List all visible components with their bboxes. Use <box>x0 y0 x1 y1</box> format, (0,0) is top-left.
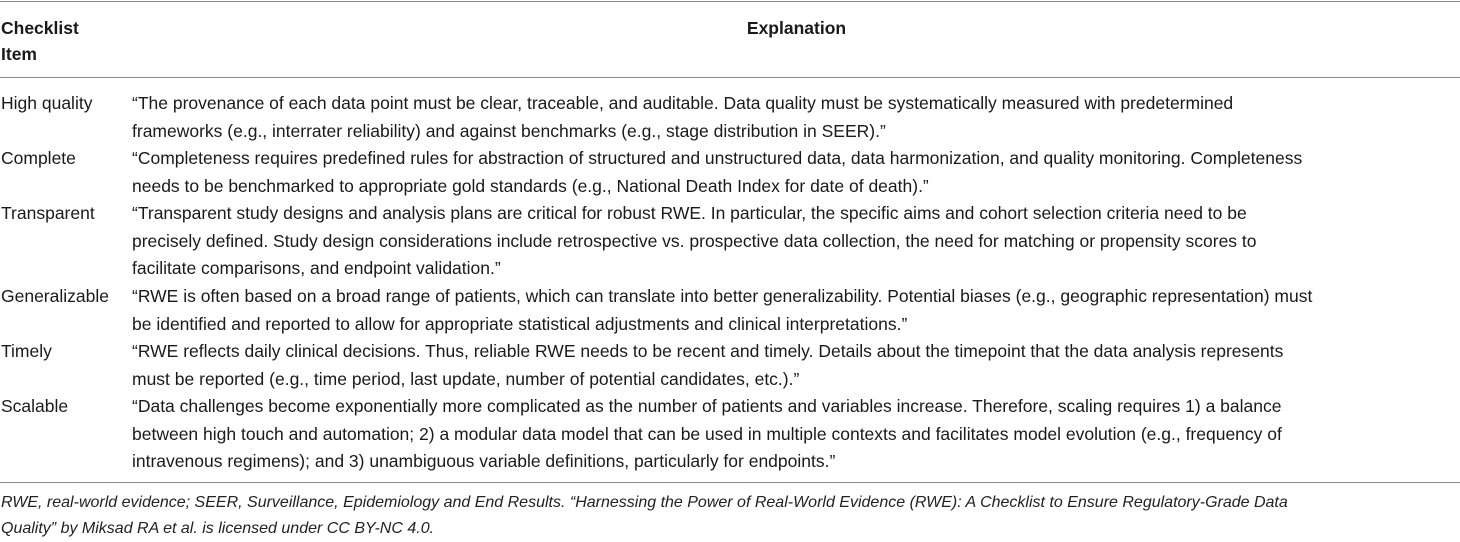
table-bottom-rule <box>0 482 1460 483</box>
checklist-item: Timely <box>1 341 52 361</box>
checklist-item: Generalizable <box>1 286 109 306</box>
explanation-line: “Transparent study designs and analysis plans are critical for robust RWE. In particular, the specific aims and cohort selection criteria need to be <box>132 203 1247 223</box>
checklist-item: Transparent <box>1 203 95 223</box>
explanation-cell <box>132 393 1458 476</box>
explanation-cell <box>132 338 1458 393</box>
explanation-line: “RWE is often based on a broad range of patients, which can translate into better generalizability. Potential biases (e.g., geographic representation) must <box>132 286 1313 306</box>
explanation-cell <box>132 90 1458 145</box>
explanation-line: “Completeness requires predefined rules for abstraction of structured and unstructured data, data harmonization, and quality monitoring. Completeness <box>132 148 1303 168</box>
table-footnote <box>1 490 1457 542</box>
explanation-line: precisely defined. Study design considerations include retrospective vs. prospective data collection, the need for matching or propensity scores to <box>132 230 1257 251</box>
explanation-cell <box>132 200 1458 283</box>
explanation-line: between high touch and automation; 2) a modular data model that can be used in multiple contexts and facilitates model evolution (e.g., frequency of <box>132 423 1282 444</box>
checklist-item: High quality <box>1 93 93 113</box>
column-header-line: Checklist <box>1 18 79 38</box>
checklist-item: Scalable <box>1 396 69 416</box>
explanation-line: facilitate comparisons, and endpoint validation.” <box>132 258 501 278</box>
checklist-item: Complete <box>1 148 76 168</box>
explanation-line: needs to be benchmarked to appropriate gold standards (e.g., National Death Index for date of death).” <box>132 175 929 196</box>
table-top-rule <box>0 1 1460 2</box>
explanation-line: be identified and reported to allow for appropriate statistical adjustments and clinical interpretations.” <box>132 313 908 334</box>
explanation-line: “Data challenges become exponentially more complicated as the number of patients and variables increase. Therefore, scaling requires 1) a balance <box>132 396 1282 416</box>
explanation-cell <box>132 283 1458 338</box>
column-header-explanation: Explanation <box>746 18 847 38</box>
column-header-line: Item <box>1 44 37 64</box>
explanation-cell <box>132 145 1458 200</box>
footnote-line: Quality” by Miksad RA et al. is licensed under CC BY-NC 4.0. <box>1 520 435 537</box>
explanation-line: frameworks (e.g., interrater reliability) and against benchmarks (e.g., stage distribution in SEER).” <box>132 120 886 141</box>
explanation-line: “The provenance of each data point must be clear, traceable, and auditable. Data quality must be systematically measured with predetermined <box>132 93 1234 113</box>
explanation-line: “RWE reflects daily clinical decisions. Thus, reliable RWE needs to be recent and timely. Details about the timepoint that the data analysis represents <box>132 341 1284 361</box>
explanation-line: must be reported (e.g., time period, last update, number of potential candidates, etc.).” <box>132 368 800 389</box>
explanation-line: intravenous regimens); and 3) unambiguous variable definitions, particularly for endpoints.” <box>132 451 836 471</box>
header-rule <box>0 77 1460 78</box>
footnote-line: RWE, real-world evidence; SEER, Surveillance, Epidemiology and End Results. “Harnessing the Power of Real-World Evidence (RWE): A Checklist to Ensure Regulatory-Grade Data <box>1 494 1288 511</box>
